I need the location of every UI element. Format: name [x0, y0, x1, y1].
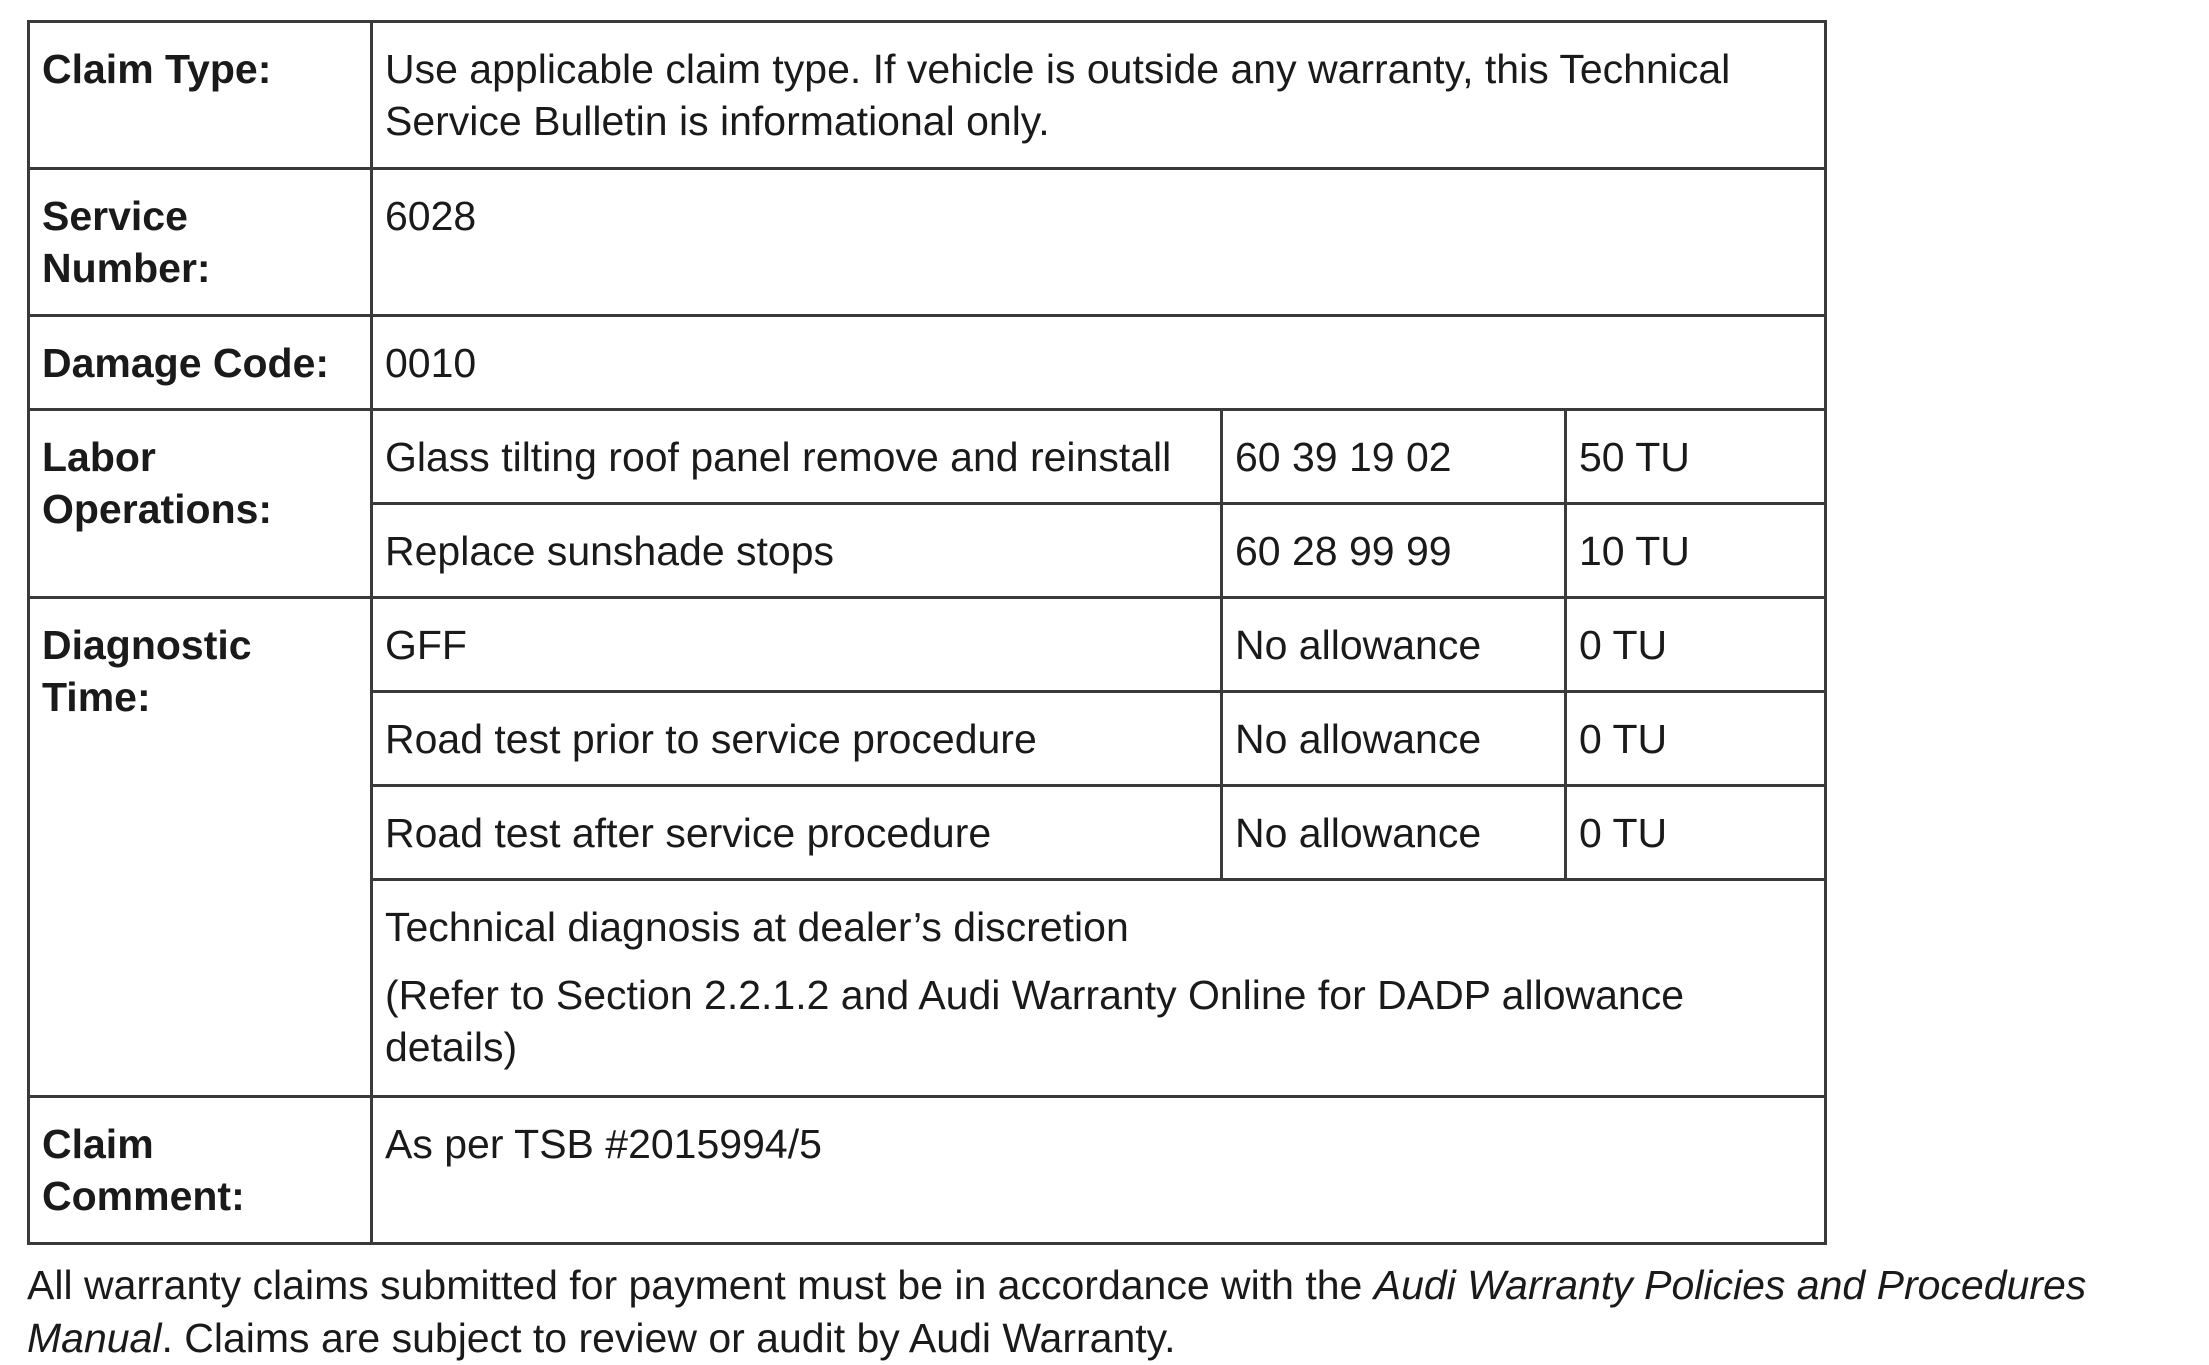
damage-code-label: Damage Code: [29, 316, 372, 410]
service-number-value: 6028 [372, 169, 1826, 316]
labor-operation-row [29, 410, 1826, 504]
claim-type-value: Use applicable claim type. If vehicle is outside any warranty, this Technical Service Bulletin is informational only. [372, 22, 1826, 169]
diagnostic-time-value: 0 TU [1566, 786, 1826, 880]
footer-manual-title: Audi Warranty Policies and Procedures Manual [27, 1262, 2087, 1361]
labor-operation-description: Glass tilting roof panel remove and reinstall [372, 410, 1222, 504]
service-number-label: Service Number: [29, 169, 372, 316]
diagnostic-note-line2: (Refer to Section 2.2.1.2 and Audi Warranty Online for DADP allowance details) [385, 972, 1685, 1070]
diagnostic-note-line1: Technical diagnosis at dealer’s discretion [385, 904, 1129, 950]
labor-operations-label: Labor Operations: [29, 410, 372, 598]
diagnostic-description: Road test after service procedure [372, 786, 1222, 880]
damage-code-value: 0010 [372, 316, 1826, 410]
claim-comment-row [29, 1097, 1826, 1244]
diagnostic-description: Road test prior to service procedure [372, 692, 1222, 786]
footer-text-before: All warranty claims submitted for payment must be in accordance with the [27, 1262, 1374, 1308]
diagnostic-description: GFF [372, 598, 1222, 692]
service-number-row [29, 169, 1826, 316]
diagnostic-time-value: 0 TU [1566, 598, 1826, 692]
diagnostic-time-label: Diagnostic Time: [29, 598, 372, 1097]
diagnostic-note [372, 880, 1826, 1097]
footer-text-after: . Claims are subject to review or audit by Audi Warranty. [161, 1315, 1176, 1361]
labor-operation-time: 50 TU [1566, 410, 1826, 504]
labor-operation-code: 60 39 19 02 [1222, 410, 1566, 504]
labor-operation-description: Replace sunshade stops [372, 504, 1222, 598]
labor-operation-code: 60 28 99 99 [1222, 504, 1566, 598]
damage-code-row [29, 316, 1826, 410]
warranty-footer-note [27, 1259, 2177, 1365]
diagnostic-allowance: No allowance [1222, 692, 1566, 786]
claim-type-label: Claim Type: [29, 22, 372, 169]
claim-comment-label: Claim Comment: [29, 1097, 372, 1244]
diagnostic-time-row [29, 598, 1826, 692]
claim-comment-value: As per TSB #2015994/5 [372, 1097, 1826, 1244]
diagnostic-time-value: 0 TU [1566, 692, 1826, 786]
labor-operation-time: 10 TU [1566, 504, 1826, 598]
diagnostic-allowance: No allowance [1222, 786, 1566, 880]
claim-info-table [27, 20, 1827, 1245]
claim-type-row [29, 22, 1826, 169]
diagnostic-allowance: No allowance [1222, 598, 1566, 692]
